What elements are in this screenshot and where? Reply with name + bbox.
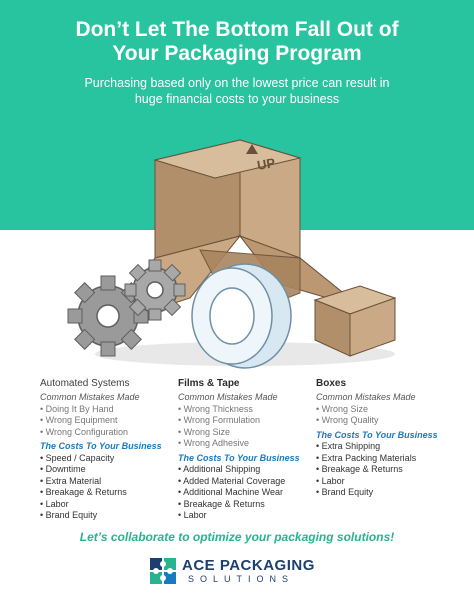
list-item: • Wrong Equipment xyxy=(40,415,180,427)
costs-label: The Costs To Your Business xyxy=(178,452,300,463)
gears-icon xyxy=(68,260,185,356)
list-item: • Breakage & Returns xyxy=(40,487,180,499)
subtitle-line-1: Purchasing based only on the lowest price can result in xyxy=(84,76,390,90)
mistakes-list xyxy=(40,404,180,439)
list-item: • Downtime xyxy=(40,464,180,476)
mistakes-label: Common Mistakes Made xyxy=(178,392,278,402)
list-item: • Speed / Capacity xyxy=(40,453,180,465)
list-item: • Wrong Adhesive xyxy=(178,438,308,450)
list-item: • Brand Equity xyxy=(40,510,180,522)
mistakes-label: Common Mistakes Made xyxy=(40,392,140,402)
list-item: • Wrong Configuration xyxy=(40,427,180,439)
mistakes-list xyxy=(178,404,308,450)
list-item: • Wrong Size xyxy=(178,427,308,439)
list-item: • Extra Packing Materials xyxy=(316,453,446,465)
packaging-illustration xyxy=(0,118,474,380)
list-item: • Labor xyxy=(40,499,180,511)
list-item: • Labor xyxy=(178,510,308,522)
list-item: • Wrong Formulation xyxy=(178,415,308,427)
list-item: • Wrong Thickness xyxy=(178,404,308,416)
logo-name: ACE PACKAGING xyxy=(182,557,315,574)
costs-list xyxy=(178,464,308,522)
list-item: • Additional Machine Wear xyxy=(178,487,308,499)
box-up-label: UP xyxy=(255,155,277,173)
column-films-tape xyxy=(178,378,308,522)
list-item: • Additional Shipping xyxy=(178,464,308,476)
column-boxes xyxy=(316,378,446,499)
tape-roll-icon xyxy=(192,264,291,368)
mistakes-label: Common Mistakes Made xyxy=(316,392,416,402)
column-automated-systems xyxy=(40,378,180,522)
column-title: Automated Systems xyxy=(40,378,130,389)
list-item: • Added Material Coverage xyxy=(178,476,308,488)
list-item: • Wrong Quality xyxy=(316,415,446,427)
company-logo xyxy=(148,555,328,589)
list-item: • Wrong Size xyxy=(316,404,446,416)
list-item: • Doing It By Hand xyxy=(40,404,180,416)
page-title xyxy=(0,18,474,66)
costs-label: The Costs To Your Business xyxy=(40,441,162,451)
call-to-action: Let’s collaborate to optimize your packaging solutions! xyxy=(79,530,395,544)
small-box-icon xyxy=(315,286,395,356)
column-title: Boxes xyxy=(316,378,347,389)
column-title: Films & Tape xyxy=(178,378,240,389)
title-line-1: Don’t Let The Bottom Fall Out of xyxy=(75,18,399,41)
list-item: • Breakage & Returns xyxy=(316,464,446,476)
costs-label: The Costs To Your Business xyxy=(316,429,438,440)
list-item: • Brand Equity xyxy=(316,487,446,499)
costs-list xyxy=(40,453,180,522)
mistakes-list xyxy=(316,404,446,427)
page-subtitle xyxy=(60,75,414,107)
title-line-2: Your Packaging Program xyxy=(112,42,362,65)
costs-list xyxy=(316,441,446,499)
list-item: • Breakage & Returns xyxy=(178,499,308,511)
list-item: • Labor xyxy=(316,476,446,488)
list-item: • Extra Shipping xyxy=(316,441,446,453)
puzzle-logo-icon xyxy=(148,555,178,587)
logo-subtitle: SOLUTIONS xyxy=(188,574,295,584)
list-item: • Extra Material xyxy=(40,476,180,488)
subtitle-line-2: huge financial costs to your business xyxy=(134,92,340,106)
